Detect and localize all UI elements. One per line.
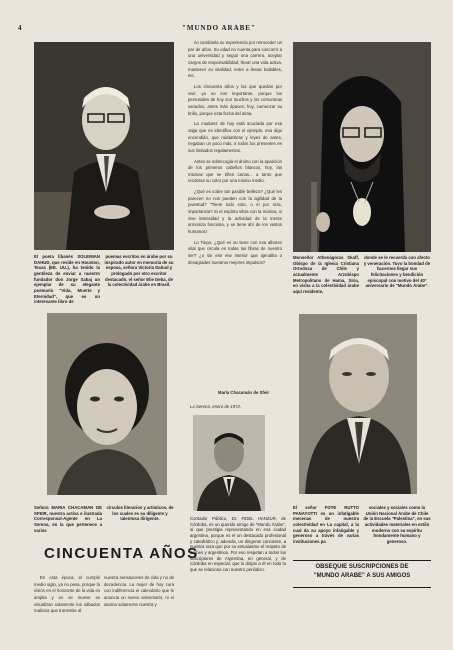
feature-paragraph: nuestra sensaciones de vida y no de decadencia. La mujer de hoy cura con indiferencia el calendario que le anuncia un nuevo aniversario, ni el asoma solamente nuestra y bbox=[104, 575, 174, 607]
subscription-ad bbox=[293, 560, 431, 588]
article-paragraph: Antes se sobrecogía el ánimo con la aparición de los primeros cabellos blancos, hoy, las mismas que se tiñen canas... a tanto que recobran su color por una mismo medio. bbox=[188, 158, 282, 184]
page-number: 4 bbox=[18, 24, 22, 32]
man-portrait-figure bbox=[34, 42, 174, 250]
caption-athenagoras-right: donde se le recuerda con afecto y veneración. Tuvo la bondad de hacernos llegar sus felicitaciones y bendición episcopal con motivo del 40º aniversario de "Mundo Árabe". bbox=[363, 255, 431, 289]
photo-maria-chacaman bbox=[47, 313, 167, 495]
article-paragraph: Lo Tiepo, ¿Qué es su tiene con esa alborez vital que circula en todas las fibras de nuestro ser? ¿o sin ese ese interior que ajenalha o desagrades nuestros mejores impulsos? bbox=[188, 239, 282, 265]
caption-soleiman-left: El poeta libanés SOLEIMAN DAHUD, que reside en Houston, Texas (EE. UU.), ha tenido la gentileza de enviar a nuestro fundador don Jorge Sabaj un ejemplar de su elegante poemario "Vida, Muerte y Eternidad", que es un interesante libro de bbox=[34, 254, 100, 305]
ad-line-2: "MUNDO ARABE" A SUS AMIGOS bbox=[313, 573, 411, 579]
photo-athenagoras-skaff bbox=[293, 42, 431, 252]
article-paragraph: Los cincuenta años y los que quedan por vivir, ya no son importante, porque los personales de hoy son muchos y los comunmas variados, antes más ópaces; hoy, comenzar su brillo, porque esta fecha del alma. bbox=[188, 83, 282, 116]
feature-paragraph: En esta época, el cumplir medio siglo, ya no pesa, porque la visión en el horizonte de la vida es amplia y en se mueve se visualizan solamente los sábados malicios que transmite al bbox=[34, 575, 100, 614]
caption-fote-left: El señor FOTE RUTTO PANAYOTTI es un infatigable mecenas de nuestra colectividad en La capital, a la cual da su apoyo infatigable y generoso a través de varias instituciones pa bbox=[293, 505, 359, 545]
caption-fidel: Contador Público, Dr. FIDEL HANZUR, de Córdoba, es un querido amigo de "Mundo Árabe", al que prestigia representando en esa ciudad argentina, porque es el un destacado profesional y catedrático y, además, un dirigente conciente, a nuestra raza que por su entusiasmo el respeto de árabes y argentinos. Por eso respetan a todos los suscriptores de Argentina, en general, y de Córdoba en especial, que lo dirijan a él en todo lo que se relaciona con nuestro periódico. bbox=[190, 516, 286, 573]
photo-soleiman-dahud bbox=[34, 42, 174, 250]
caption-athenagoras-left: Monseñor Athenágoras Skaff, Obispo de la Iglesia Cristiana Ortodoxa de Chile y actualmente Arzobispo Metropolitano de Hama, Siria, en visita a la colectividad árabe aquí residente, bbox=[293, 255, 359, 295]
ad-line-1: OBSEQUIE SUSCRIPCIONES DE bbox=[315, 564, 409, 570]
caption-maria-left: Señora MARIA CHACAMAN DE SFEIR, nuestra activa e ilustrada Corresponsal-Agente en La Serena, en la que pertenece a varios bbox=[34, 505, 102, 533]
article-signature: María Chacamán de Sfeir bbox=[218, 390, 270, 395]
article-paragraph: no cambiarla su experiencia por retroceder un par de años. Su edad no cuenta para concurrir a una universidad y seguir una carrera, aceptar cargos de responsabilidad, llevar una vida activa, mantener su vitalidad, entre a llevas bailables, etc. bbox=[188, 40, 282, 79]
older-man-portrait-figure bbox=[299, 314, 417, 494]
man-portrait-figure bbox=[193, 415, 265, 511]
article-paragraph: La madurez de hoy está acuciada por esa otiga que es identifica con el ejemplo, esa algo encendido, que ruidambras y leyes de antes, negaban un poco más, a todos los presentes en sus limitados regalamentos. bbox=[188, 121, 282, 153]
feature-column-2 bbox=[104, 575, 174, 612]
article-column bbox=[188, 40, 282, 270]
feature-headline: CINCUENTA AÑOS bbox=[44, 545, 199, 562]
photo-fidel-hanzur bbox=[193, 415, 265, 511]
article-dateline: La Serena, enero de 1972. bbox=[190, 404, 242, 409]
woman-portrait-figure bbox=[47, 313, 167, 495]
bishop-portrait-figure bbox=[293, 42, 431, 252]
caption-fote-right: sociales y sociales como la Unión Nacional Árabe de Chile de la Escuela "Palestina", en sus actividades materiales en estilo moderno con su espíritu hondamente humano y generoso. bbox=[363, 505, 431, 545]
caption-maria-right: círculos literarios y artísticos, de los cuales es su diligente y talentosa dirigente. bbox=[106, 505, 174, 522]
photo-fote-rutto bbox=[299, 314, 417, 494]
feature-column-1 bbox=[34, 575, 100, 619]
caption-soleiman-right: poemas escritos en árabe por su inspirado autor en memoria de su esposa, señora Victoria Dahud y prologado por otro escritor destacado, el señor Elie Deba, de la colectividad árabe en Brasil. bbox=[104, 254, 174, 288]
article-paragraph: ¿Qué es cobre tan pasible belleza? ¿Qué les parecen no nos pueden con la agilidad de la juventud? "Tiene todo esto, o el por más, importancia? Si el espíritu vibra con la música, si vive intensidad y la actividad de la mente armoniza funciona, y se tiene ahí de los vastos humanos! bbox=[188, 189, 282, 235]
masthead: "MUNDO ARABE" bbox=[182, 24, 256, 32]
